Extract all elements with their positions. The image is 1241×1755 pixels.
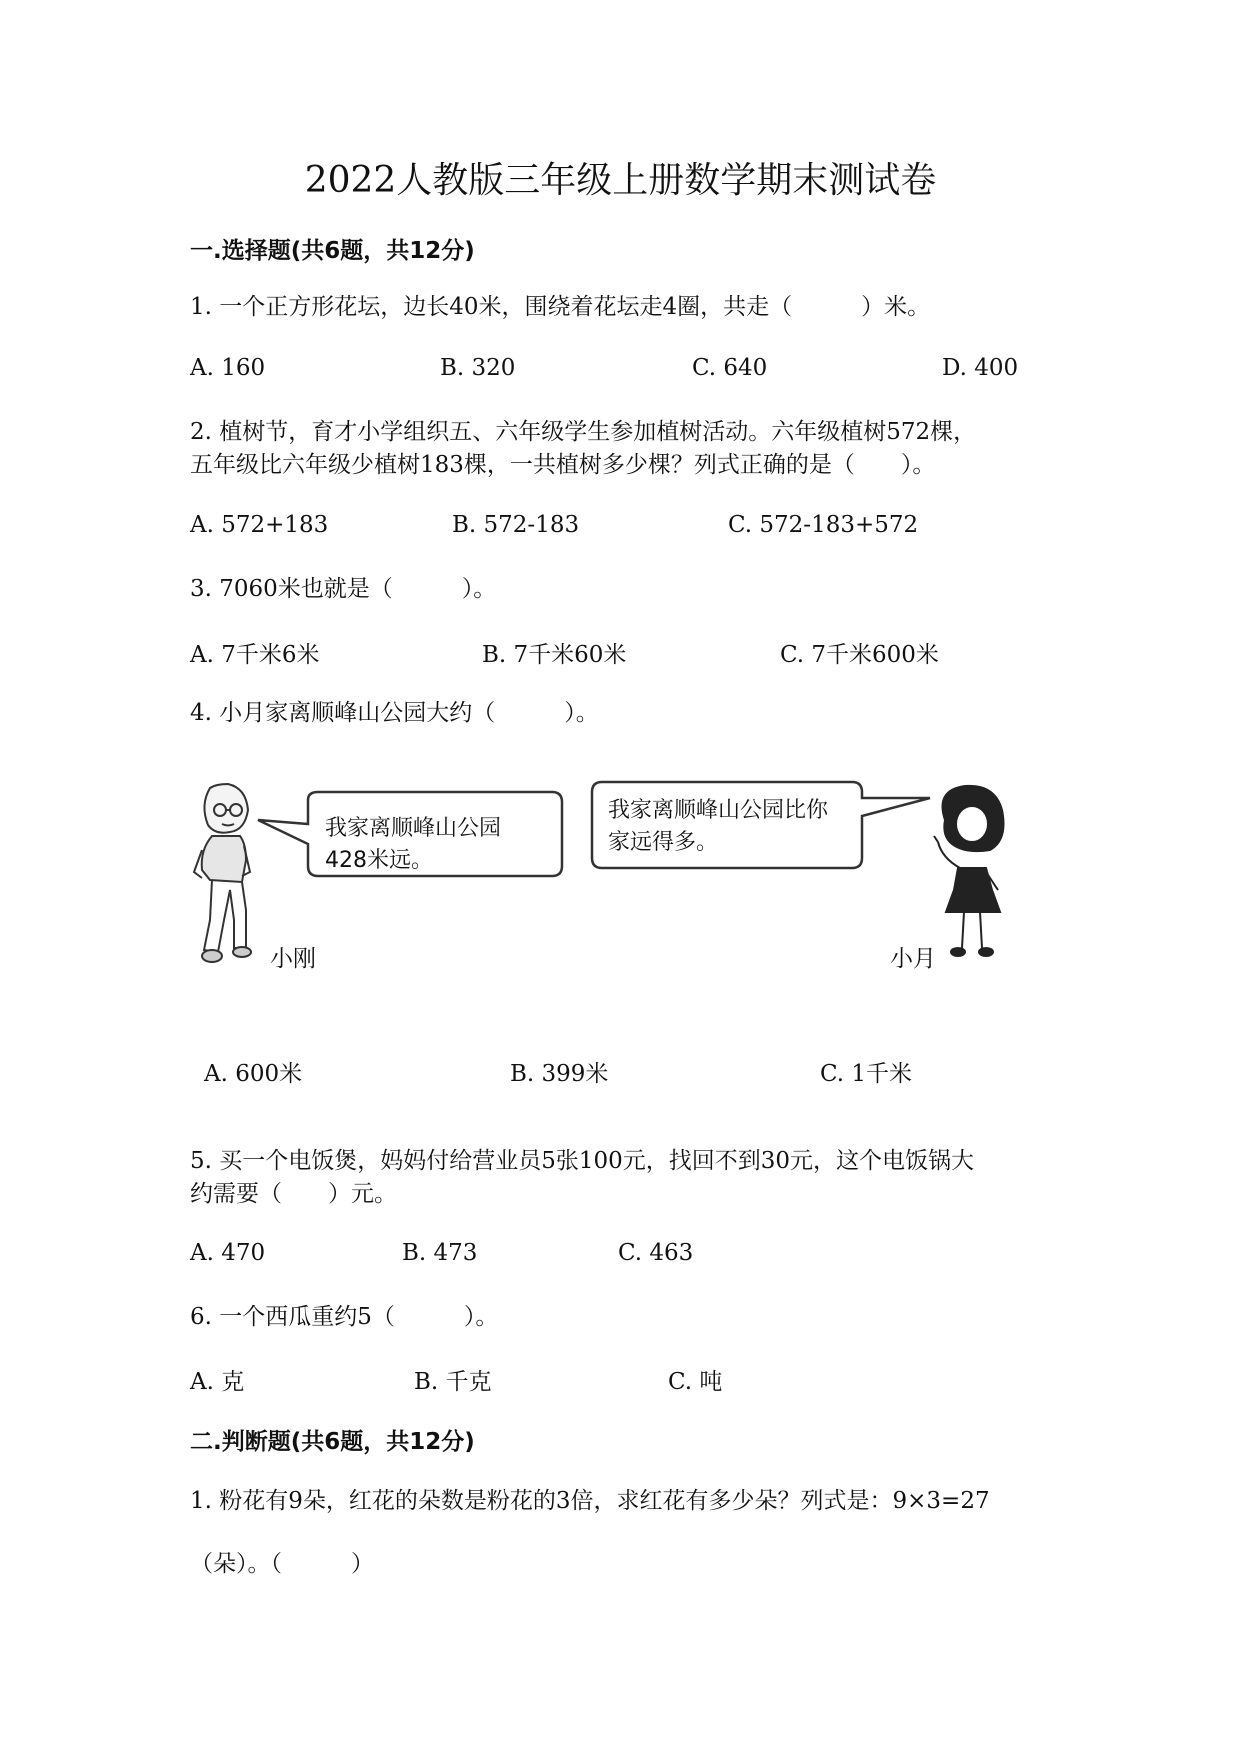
judgement-1-line1: 1. 粉花有9朵，红花的朵数是粉花的3倍，求红花有多少朵？列式是：9×3=27 <box>190 1488 990 1514</box>
q1-option-c[interactable]: C. 640 <box>692 355 768 381</box>
left-bubble-line1: 我家离顺峰山公园 <box>325 816 502 841</box>
question-3-text: 3. 7060米也就是（ ）。 <box>190 576 497 602</box>
q1-option-d[interactable]: D. 400 <box>942 355 1019 381</box>
question-1-text: 1. 一个正方形花坛，边长40米，围绕着花坛走4圈，共走（ ）米。 <box>190 294 931 320</box>
judgement-1-line2: （朵）。（ ） <box>190 1551 374 1577</box>
q2-option-b[interactable]: B. 572-183 <box>452 512 580 538</box>
right-bubble-line1: 我家离顺峰山公园比你 <box>608 798 829 823</box>
q2-option-a[interactable]: A. 572+183 <box>190 512 329 538</box>
q1-option-a[interactable]: A. 160 <box>190 355 266 381</box>
q4-illustration <box>190 780 1050 1000</box>
left-bubble-line2: 428米远。 <box>325 848 433 873</box>
q6-option-c[interactable]: C. 吨 <box>668 1369 723 1395</box>
page-title: 2022人教版三年级上册数学期末测试卷 <box>304 160 937 201</box>
right-bubble-line2: 家远得多。 <box>608 830 719 855</box>
q5-option-a[interactable]: A. 470 <box>190 1240 266 1266</box>
question-2-line1: 2. 植树节，育才小学组织五、六年级学生参加植树活动。六年级植树572棵， <box>190 419 977 445</box>
section-heading-choice: 一.选择题(共6题，共12分) <box>190 238 475 264</box>
q6-option-b[interactable]: B. 千克 <box>414 1369 492 1395</box>
question-5-line1: 5. 买一个电饭煲，妈妈付给营业员5张100元，找回不到30元，这个电饭锅大 <box>190 1148 975 1174</box>
boy-figure <box>194 784 251 962</box>
girl-name-label: 小月 <box>890 946 936 972</box>
question-6-text: 6. 一个西瓜重约5（ ）。 <box>190 1304 499 1330</box>
section-heading-judgement: 二.判断题(共6题，共12分) <box>190 1429 475 1455</box>
q4-option-c[interactable]: C. 1千米 <box>820 1061 913 1087</box>
q4-option-a[interactable]: A. 600米 <box>204 1061 303 1087</box>
q3-option-a[interactable]: A. 7千米6米 <box>190 642 320 668</box>
q3-option-b[interactable]: B. 7千米60米 <box>482 642 627 668</box>
q1-option-b[interactable]: B. 320 <box>440 355 516 381</box>
q2-option-c[interactable]: C. 572-183+572 <box>728 512 919 538</box>
question-4-text: 4. 小月家离顺峰山公园大约（ ）。 <box>190 700 599 726</box>
q3-option-c[interactable]: C. 7千米600米 <box>780 642 939 668</box>
q5-option-b[interactable]: B. 473 <box>402 1240 478 1266</box>
question-2-line2: 五年级比六年级少植树183棵，一共植树多少棵？列式正确的是（ ）。 <box>190 452 936 478</box>
q4-option-b[interactable]: B. 399米 <box>510 1061 609 1087</box>
q6-option-a[interactable]: A. 克 <box>190 1369 245 1395</box>
q5-option-c[interactable]: C. 463 <box>618 1240 694 1266</box>
question-5-line2: 约需要（ ）元。 <box>190 1181 397 1207</box>
boy-name-label: 小刚 <box>270 946 316 972</box>
girl-figure <box>934 786 1004 956</box>
